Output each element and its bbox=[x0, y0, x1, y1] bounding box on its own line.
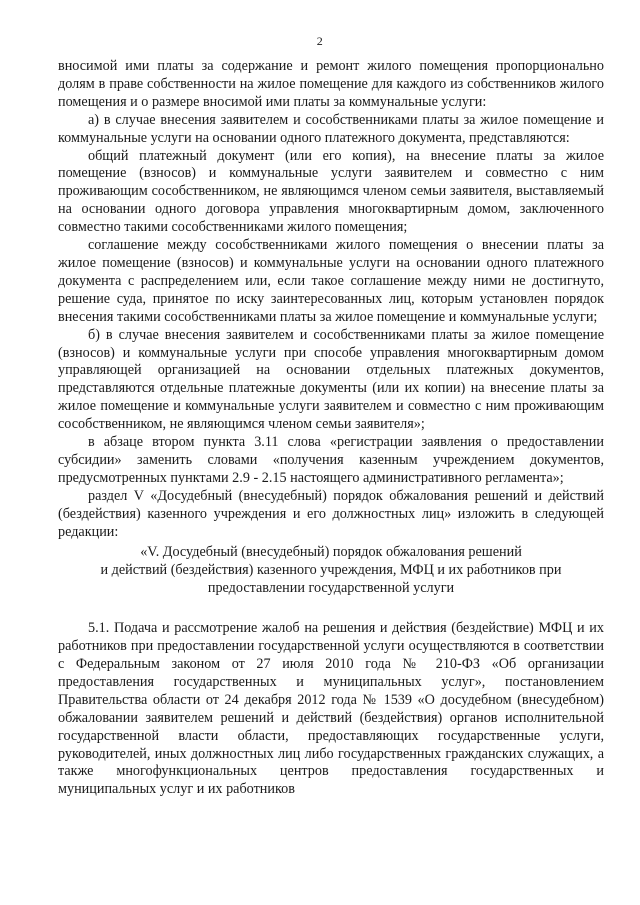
paragraph-item-a: а) в случае внесения заявителем и сособственниками платы за жилое помещение и коммунальные услуги на основании одного платежного документа, представляются: bbox=[58, 111, 604, 146]
section-heading bbox=[58, 544, 604, 598]
document-body bbox=[58, 58, 604, 799]
section-heading-line-2: и действий (бездействия) казенного учреждения, МФЦ и их работников при bbox=[100, 562, 562, 579]
paragraph-co-owner-agreement: соглашение между сособственниками жилого помещения о внесении платы за жилое помещение (взносов) и коммунальные услуги на основании одного платежного документа с распределением или, если такое соглашение между ними не достигнуто, решение суда, принятое по иску заинтересованных лиц, которым установлен порядок внесения такими сособственниками платы за жилое помещение и коммунальные услуги; bbox=[58, 237, 604, 325]
spacer bbox=[58, 598, 604, 620]
section-heading-line-3: предоставлении государственной услуги bbox=[207, 580, 455, 597]
paragraph-section-v-intro: раздел V «Досудебный (внесудебный) порядок обжалования решений и действий (бездействия) казенного учреждения и его должностных лиц» изложить в следующей редакции: bbox=[58, 487, 604, 540]
page-number: 2 bbox=[316, 34, 324, 48]
section-heading-line-1: «V. Досудебный (внесудебный) порядок обжалования решений bbox=[140, 544, 522, 561]
paragraph-continuation: вносимой ими платы за содержание и ремонт жилого помещения пропорционально долям в праве собственности на жилое помещение для каждого из собственников жилого помещения и о размере вносимой ими платы за коммунальные услуги: bbox=[58, 58, 604, 110]
paragraph-clause-3-11: в абзаце втором пункта 3.11 слова «регистрации заявления о предоставлении субсидии» заменить словами «получения казенным учреждением документов, предусмотренных пунктами 2.9 - 2.15 настоящего административного регламента»; bbox=[58, 434, 604, 486]
paragraph-item-b: б) в случае внесения заявителем и сособственниками платы за жилое помещение (взносов) и коммунальные услуги при способе управления многоквартирным домом управляющей организацией на основании отдельных платежных документов, представляются отдельные платежные документы (или их копии) на внесение платы за жилое помещение и коммунальные услуги заявителем и совместно с ним проживающим сособственником, не являющимся членом семьи заявителя»; bbox=[58, 326, 604, 433]
paragraph-5-1: 5.1. Подача и рассмотрение жалоб на решения и действия (бездействие) МФЦ и их работников при предоставлении государственной услуги осуществляются в соответствии с Федеральным законом от 27 июля 2010 года № 210-ФЗ «Об организации предоставления государственных и муниципальных услуг», постановлением Правительства области от 24 декабря 2012 года № 1539 «О досудебном (внесудебном) обжаловании заявителем решений и действий (бездействия) органов исполнительной государственной власти области, предоставляющих государственные услуги, руководителей, иных должностных лиц либо государственных гражданских служащих, а также многофункциональных центров предоставления государственных и муниципальных услуг и их работников bbox=[58, 620, 604, 798]
paragraph-common-payment-document: общий платежный документ (или его копия), на внесение платы за жилое помещение (взносов) и коммунальные услуги заявителем и совместно с ним проживающим сособственником, не являющимся членом семьи заявителя, выставляемый на основании одного договора управления многоквартирным домом, заключенного совместно такими сособственниками жилого помещения; bbox=[58, 147, 604, 236]
